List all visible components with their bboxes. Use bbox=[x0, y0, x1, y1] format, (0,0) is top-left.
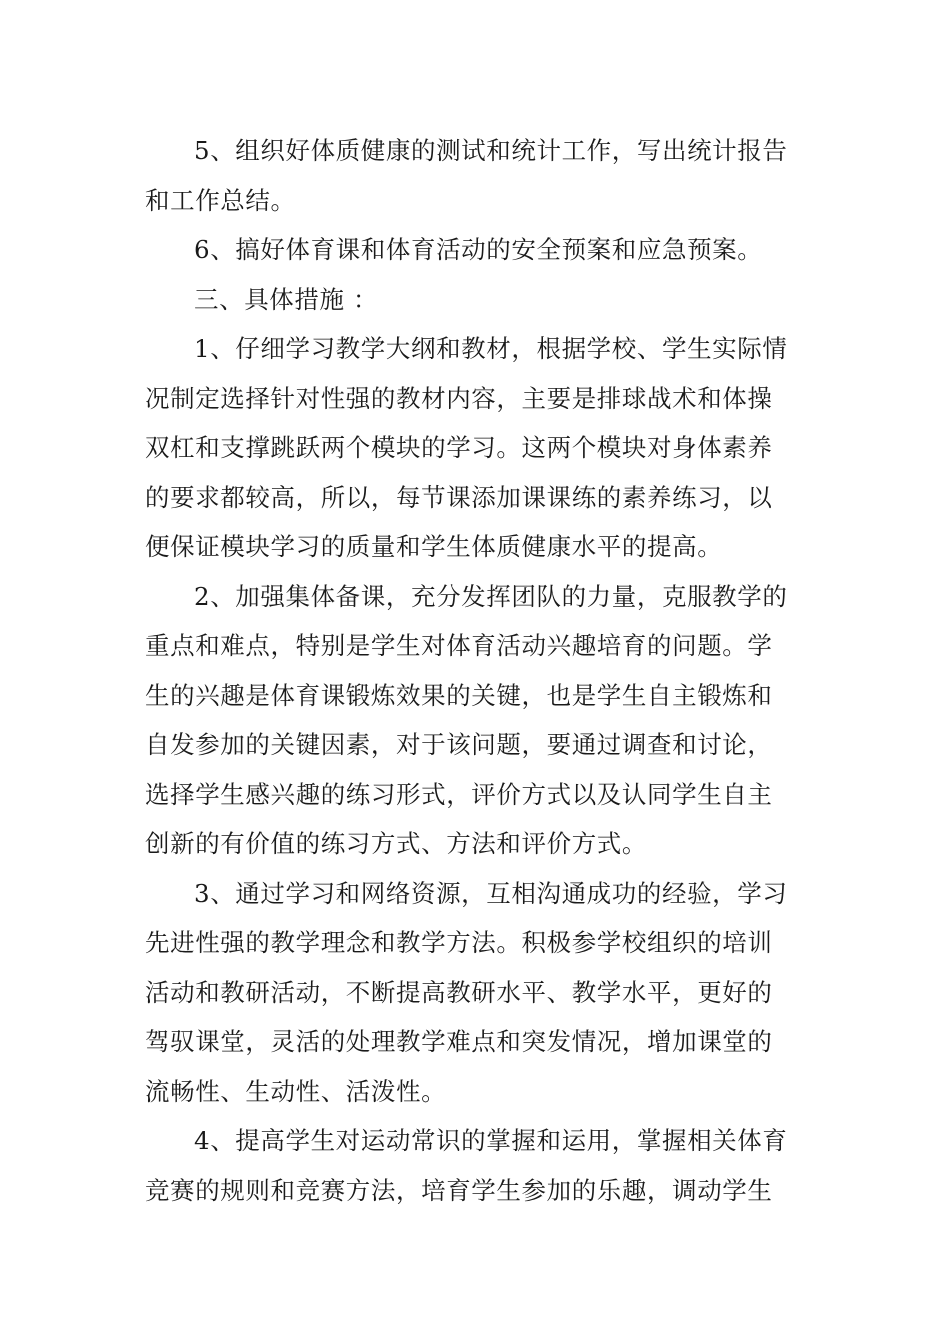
text-line: 5、组织好体质健康的测试和统计工作，写出统计报告 bbox=[194, 136, 788, 165]
paragraph-measure-4 bbox=[145, 1116, 807, 1215]
paragraph-item-6 bbox=[145, 225, 807, 275]
text-line: 6、搞好体育课和体育活动的安全预案和应急预案。 bbox=[194, 235, 763, 264]
section-heading-measures bbox=[145, 275, 807, 325]
paragraph-measure-2 bbox=[145, 572, 807, 869]
text-line: 3、通过学习和网络资源，互相沟通成功的经验，学习 bbox=[194, 878, 788, 908]
text-line: 自发参加的关键因素，对于该问题，要通过调查和讨论， bbox=[145, 730, 773, 759]
text-line: 1、仔细学习教学大纲和教材，根据学校、学生实际情 bbox=[194, 334, 788, 363]
text-line: 况制定选择针对性强的教材内容，主要是排球战术和体操 bbox=[145, 383, 773, 413]
text-line: 4、提高学生对运动常识的掌握和运用，掌握相关体育 bbox=[194, 1126, 788, 1155]
text-line: 生的兴趣是体育课锻炼效果的关键，也是学生自主锻炼和 bbox=[145, 680, 773, 710]
text-line: 三、具体措施 ： bbox=[194, 284, 379, 314]
text-line: 重点和难点，特别是学生对体育活动兴趣培育的问题。学 bbox=[145, 631, 773, 660]
text-line: 竞赛的规则和竞赛方法，培育学生参加的乐趣，调动学生 bbox=[145, 1175, 773, 1205]
paragraph-measure-1 bbox=[145, 324, 807, 572]
text-line: 的要求都较高，所以，每节课添加课课练的素养练习，以 bbox=[145, 482, 773, 512]
text-line: 和工作总结。 bbox=[145, 185, 296, 215]
text-line: 驾驭课堂，灵活的处理教学难点和突发情况，增加课堂的 bbox=[145, 1027, 773, 1056]
text-line: 便保证模块学习的质量和学生体质健康水平的提高。 bbox=[145, 532, 723, 561]
paragraph-item-5 bbox=[145, 126, 807, 225]
document-body bbox=[145, 126, 807, 1215]
paragraph-measure-3 bbox=[145, 869, 807, 1117]
text-line: 双杠和支撑跳跃两个模块的学习。这两个模块对身体素养 bbox=[145, 433, 773, 462]
text-line: 2、加强集体备课，充分发挥团队的力量，克服教学的 bbox=[194, 581, 788, 611]
text-line: 流畅性、生动性、活泼性。 bbox=[145, 1076, 447, 1106]
text-line: 先进性强的教学理念和教学方法。积极参学校组织的培训 bbox=[145, 928, 773, 957]
text-line: 活动和教研活动，不断提高教研水平、教学水平，更好的 bbox=[145, 977, 773, 1007]
text-line: 创新的有价值的练习方式、方法和评价方式。 bbox=[145, 829, 647, 858]
text-line: 选择学生感兴趣的练习形式，评价方式以及认同学生自主 bbox=[145, 779, 773, 809]
